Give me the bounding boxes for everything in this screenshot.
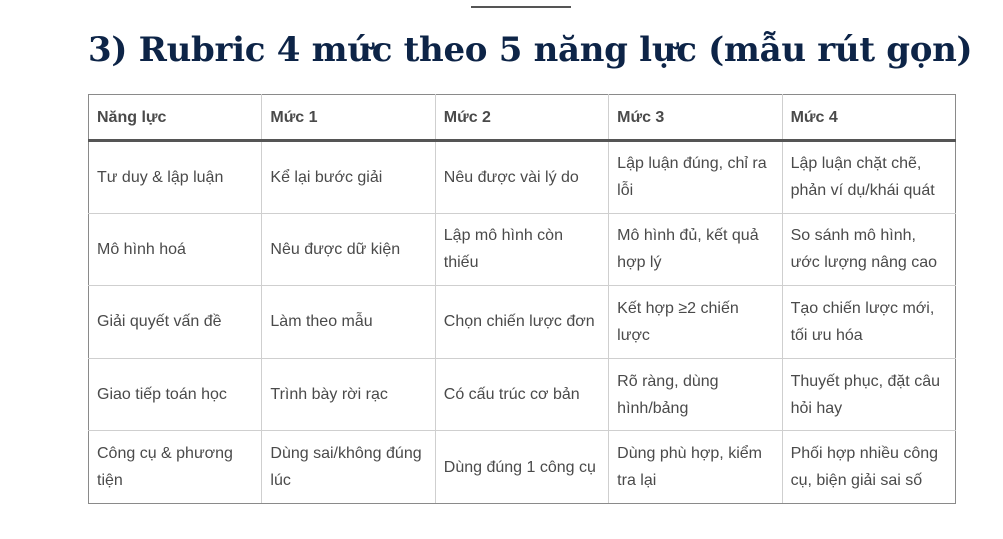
table-cell: Kết hợp ≥2 chiến lược: [609, 286, 782, 359]
table-row: [89, 213, 956, 286]
header-cell-level-2: Mức 2: [435, 95, 608, 141]
section-heading: 3) Rubric 4 mức theo 5 năng lực (mẫu rút gọn): [88, 30, 973, 70]
table-cell: Giải quyết vấn đề: [89, 286, 262, 359]
rubric-table: [88, 94, 956, 504]
table-cell: Tạo chiến lược mới, tối ưu hóa: [782, 286, 955, 359]
table-cell: Kể lại bước giải: [262, 141, 435, 214]
table-cell: Công cụ & phương tiện: [89, 431, 262, 504]
table-cell: Giao tiếp toán học: [89, 358, 262, 431]
table-row: [89, 286, 956, 359]
table-row: [89, 141, 956, 214]
table-cell: Nêu được vài lý do: [435, 141, 608, 214]
table-cell: Nêu được dữ kiện: [262, 213, 435, 286]
table-cell: Dùng phù hợp, kiểm tra lại: [609, 431, 782, 504]
table-cell: Dùng sai/không đúng lúc: [262, 431, 435, 504]
table-cell: Thuyết phục, đặt câu hỏi hay: [782, 358, 955, 431]
header-cell-level-1: Mức 1: [262, 95, 435, 141]
table-header-row: [89, 95, 956, 141]
table-cell: Làm theo mẫu: [262, 286, 435, 359]
header-cell-level-3: Mức 3: [609, 95, 782, 141]
table-row: [89, 358, 956, 431]
table-cell: Lập luận chặt chẽ, phản ví dụ/khái quát: [782, 141, 955, 214]
table-cell: Trình bày rời rạc: [262, 358, 435, 431]
table-cell: Mô hình đủ, kết quả hợp lý: [609, 213, 782, 286]
table-cell: Phối hợp nhiều công cụ, biện giải sai số: [782, 431, 955, 504]
table-cell: Dùng đúng 1 công cụ: [435, 431, 608, 504]
header-cell-competency: Năng lực: [89, 95, 262, 141]
table-cell: Lập luận đúng, chỉ ra lỗi: [609, 141, 782, 214]
table-cell: Tư duy & lập luận: [89, 141, 262, 214]
table-row: [89, 431, 956, 504]
table-cell: Rõ ràng, dùng hình/bảng: [609, 358, 782, 431]
top-divider: [471, 6, 571, 8]
table-cell: Có cấu trúc cơ bản: [435, 358, 608, 431]
table-cell: So sánh mô hình, ước lượng nâng cao: [782, 213, 955, 286]
header-cell-level-4: Mức 4: [782, 95, 955, 141]
table-cell: Mô hình hoá: [89, 213, 262, 286]
table-cell: Chọn chiến lược đơn: [435, 286, 608, 359]
table-cell: Lập mô hình còn thiếu: [435, 213, 608, 286]
